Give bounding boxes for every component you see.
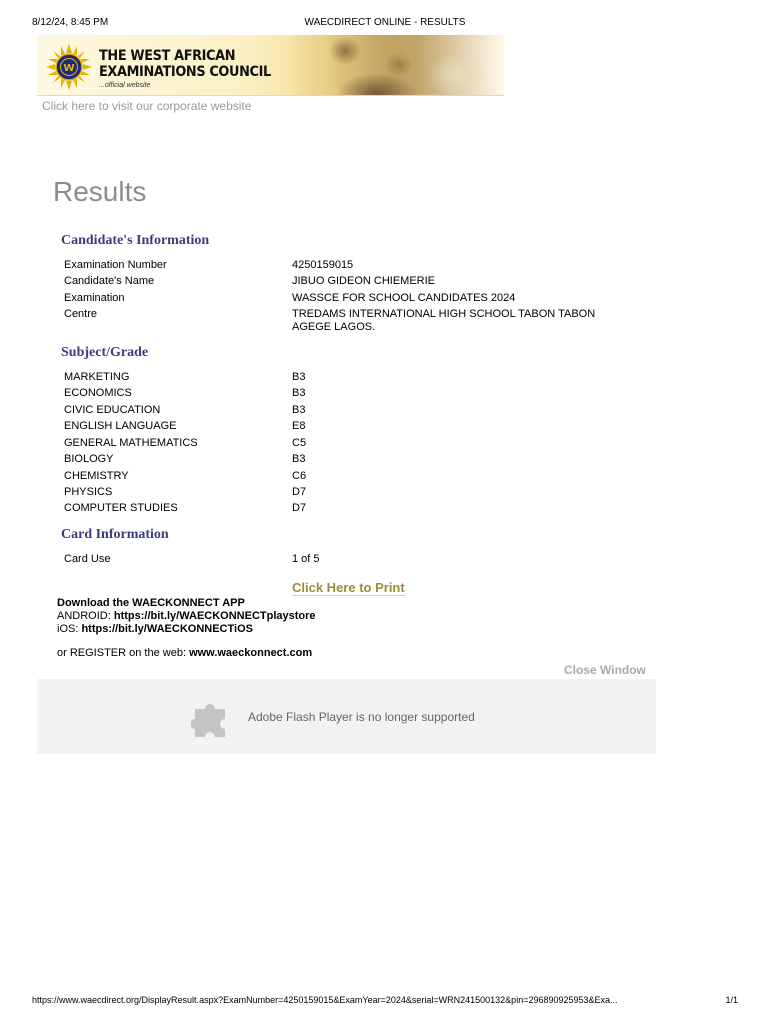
app-download-info [57,597,316,636]
candidate-info-heading: Candidate's Information [61,233,210,248]
candidate-label: Centre [64,308,98,320]
print-page-title: WAECDIRECT ONLINE - RESULTS [304,17,466,28]
seal-letter: W [63,63,75,74]
candidate-label: Examination [64,292,125,304]
subject-grade: B3 [292,404,306,416]
android-label: ANDROID: [57,610,114,622]
card-use-value: 1 of 5 [292,553,320,565]
banner-org-line1: THE WEST AFRICAN [99,48,236,64]
android-line [57,610,316,623]
ios-line [57,623,316,636]
flash-unsupported-message: Adobe Flash Player is no longer supported [248,710,475,724]
subject-name: BIOLOGY [64,453,114,465]
subject-grade: D7 [292,486,307,498]
print-footer-url: https://www.waecdirect.org/DisplayResult.aspx?ExamNumber=4250159015&ExamYear=2024&serial=WRN241500132&pin=296890925953&Exa... [32,995,618,1005]
print-header [32,17,738,31]
app-download-title: Download the WAECKONNECT APP [57,597,245,609]
subject-name: CHEMISTRY [64,470,129,482]
candidate-value: TREDAMS INTERNATIONAL HIGH SCHOOL TABON TABON AGEGE LAGOS. [292,308,596,333]
subject-grade: B3 [292,387,306,399]
subject-name: GENERAL MATHEMATICS [64,437,198,449]
banner-org-name [99,48,271,80]
subject-name: PHYSICS [64,486,113,498]
subject-grade: B3 [292,453,306,465]
corporate-website-link[interactable]: Click here to visit our corporate website [42,99,252,113]
card-use-label: Card Use [64,553,111,565]
register-line [57,647,312,659]
card-info-heading: Card Information [61,527,169,542]
candidate-value: 4250159015 [292,259,354,271]
subject-name: MARKETING [64,371,130,383]
subject-grade-heading: Subject/Grade [61,345,149,360]
candidate-value: JIBUO GIDEON CHIEMERIE [292,275,436,287]
waec-banner [37,35,504,96]
close-window-button[interactable]: Close Window [564,663,646,677]
candidate-label: Candidate's Name [64,275,155,287]
subject-name: ECONOMICS [64,387,132,399]
page-title: Results [53,176,147,207]
subject-grade: E8 [292,420,306,432]
subject-grade: D7 [292,502,307,514]
subject-name: COMPUTER STUDIES [64,502,178,514]
waec-seal-icon [46,44,92,90]
banner-org-line2: EXAMINATIONS COUNCIL [99,64,271,80]
print-datetime: 8/12/24, 8:45 PM [32,17,109,28]
flash-plugin-placeholder [37,679,656,754]
print-page-number: 1/1 [725,995,738,1005]
register-web-link[interactable]: www.waeckonnect.com [189,647,313,659]
subject-name: ENGLISH LANGUAGE [64,420,177,432]
banner-tagline: ...official website [99,82,151,89]
register-label: or REGISTER on the web: [57,647,190,659]
subject-name: CIVIC EDUCATION [64,404,161,416]
android-app-link[interactable]: https://bit.ly/WAECKONNECTplaystore [113,610,316,622]
candidate-value: WASSCE FOR SCHOOL CANDIDATES 2024 [292,292,516,304]
print-button[interactable]: Click Here to Print [292,580,405,595]
ios-label: iOS: [57,623,82,635]
candidate-label: Examination Number [64,259,167,271]
ios-app-link[interactable]: https://bit.ly/WAECKONNECTiOS [81,623,253,635]
subject-grade: C5 [292,437,307,449]
subject-grade: B3 [292,371,306,383]
banner-photo [287,35,504,96]
subject-grade: C6 [292,470,307,482]
plugin-puzzle-icon [191,695,235,739]
print-footer [32,995,738,1009]
